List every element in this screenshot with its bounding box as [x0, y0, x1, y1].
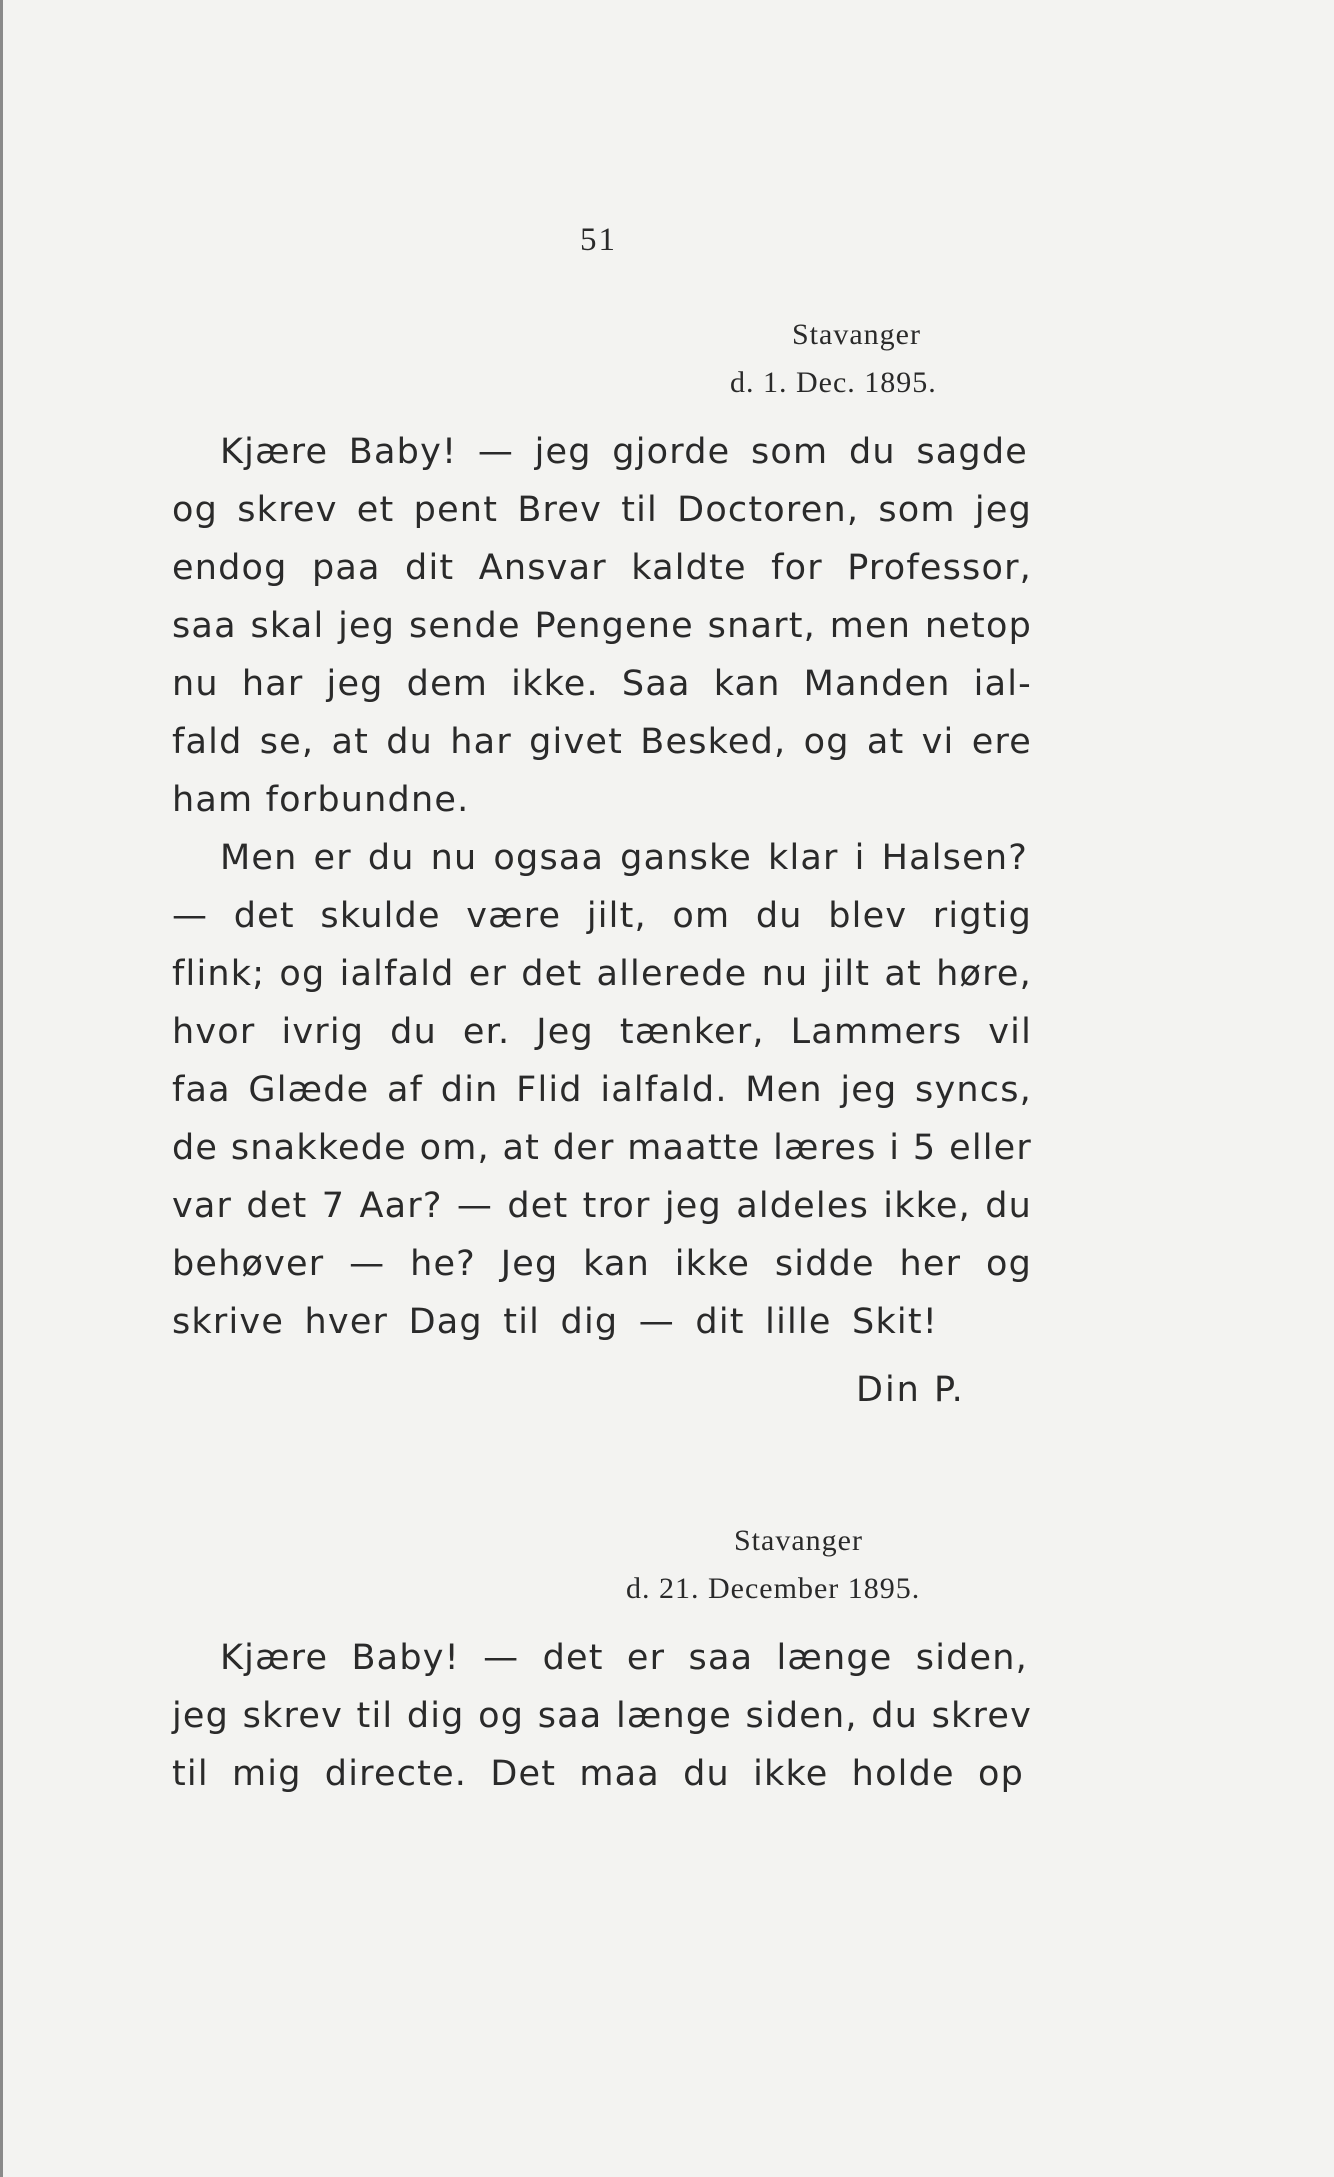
letter-1-line: nu har jeg dem ikke. Saa kan Manden ial- — [172, 664, 1032, 704]
letter-1-place: Stavanger — [792, 318, 921, 351]
letter-1-line: fald se, at du har givet Besked, og at vi ere — [172, 722, 1032, 762]
letter-2-line: jeg skrev til dig og saa længe siden, du skrev — [172, 1696, 1032, 1736]
letter-1-line: faa Glæde af din Flid ialfald. Men jeg syncs, — [172, 1070, 1032, 1110]
letter-1-line: var det 7 Aar? — det tror jeg aldeles ikke, du — [172, 1186, 1032, 1226]
letter-1-line: hvor ivrig du er. Jeg tænker, Lammers vil — [172, 1012, 1032, 1052]
letter-1-line: behøver — he? Jeg kan ikke sidde her og — [172, 1244, 1032, 1284]
letter-2-line: Kjære Baby! — det er saa længe siden, — [220, 1638, 1028, 1678]
letter-1-line: flink; og ialfald er det allerede nu jilt at høre, — [172, 954, 1032, 994]
letter-1-line: ham forbundne. — [172, 780, 470, 820]
letter-2-date: d. 21. December 1895. — [626, 1572, 921, 1605]
letter-1-date: d. 1. Dec. 1895. — [730, 366, 937, 399]
letter-1-line: skrive hver Dag til dig — dit lille Skit! — [172, 1302, 938, 1342]
letter-1-line: Men er du nu ogsaa ganske klar i Halsen? — [220, 838, 1028, 878]
letter-1-line: — det skulde være jilt, om du blev rigtig — [172, 896, 1032, 936]
letter-1-line: saa skal jeg sende Pengene snart, men netop — [172, 606, 1032, 646]
letter-1-line: Kjære Baby! — jeg gjorde som du sagde — [220, 432, 1028, 472]
letter-2-line: til mig directe. Det maa du ikke holde op — [172, 1754, 1024, 1794]
scan-edge — [0, 0, 3, 2177]
letter-2-place: Stavanger — [734, 1524, 863, 1557]
letter-1-signature: Din P. — [856, 1370, 965, 1410]
letter-1-line: og skrev et pent Brev til Doctoren, som jeg — [172, 490, 1032, 530]
letter-1-line: endog paa dit Ansvar kaldte for Professor, — [172, 548, 1032, 588]
page-number: 51 — [580, 222, 617, 258]
letter-1-line: de snakkede om, at der maatte læres i 5 eller — [172, 1128, 1032, 1168]
